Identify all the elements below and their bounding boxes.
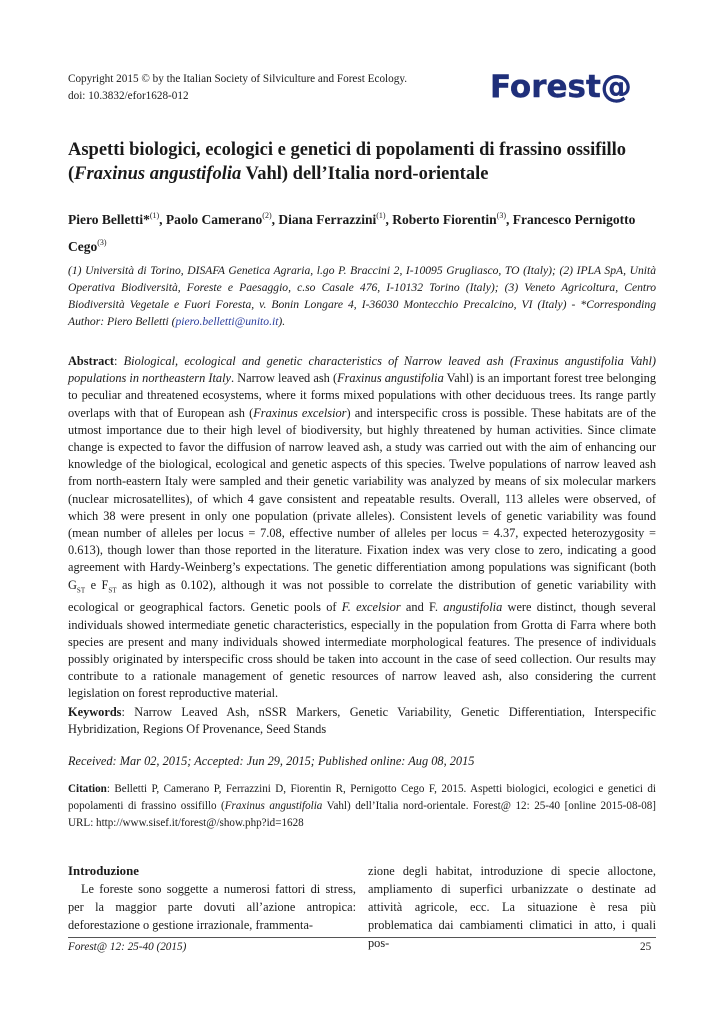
title-line-1: Aspetti biologici, ecologici e genetici di popolamenti di frassino ossifillo: [68, 140, 627, 160]
doi-line: doi: 10.3832/efor1628-012: [68, 90, 189, 102]
author: Paolo Camerano: [165, 212, 263, 227]
author: Diana Ferrazzini: [278, 212, 377, 227]
body-column-left: [68, 862, 356, 934]
article-title: [68, 138, 668, 186]
author: Piero Belletti*: [68, 212, 150, 227]
received-dates: Received: Mar 02, 2015; Accepted: Jun 29, 2015; Published online: Aug 08, 2015: [68, 754, 475, 768]
logo-text: Forest@: [490, 69, 632, 105]
email-link[interactable]: piero.belletti@unito.it: [175, 315, 279, 328]
body-column-right: [368, 862, 656, 952]
author-list: Piero Belletti*$^{(1)}$, Paolo Camerano$^{(2)}$, Diana Ferrazzini$^{(1)}$, Roberto Fiorentin$^{(3)}$, Francesco Pernigotto Cego$^{(3)}$: [68, 211, 636, 254]
title-line-2: (Fraxinus angustifolia Vahl) dell’Italia nord-orientale: [68, 164, 489, 184]
section-heading: Introduzione: [68, 864, 139, 878]
copyright-line: Copyright 2015 © by the Italian Society of Silviculture and Forest Ecology.: [68, 73, 407, 85]
author: Roberto Fiorentin: [392, 212, 497, 227]
keywords-label: Keywords: [68, 705, 122, 719]
affiliations: (1) Università di Torino, DISAFA Genetica Agraria, l.go P. Braccini 2, I-10095 Grugliasco, TO (Italy); (2) IPLA SpA, Unità Operativa Biodiversità, Foreste e Paesaggio, c.so Casale 476, I-10132 Torino (Italy); (3) Veneto Agricoltura, Centro Biodiversità Vegetale e Fuori Foresta, v. Bonin Longare 4, I-36030 Montecchio Precalcino, VI (Italy) - *Corresponding Author: Piero Belletti (piero.belletti@unito.it).: [68, 264, 656, 328]
footer-divider: [68, 937, 656, 938]
citation-label: Citation: [68, 783, 107, 795]
copyright-block: [68, 71, 407, 105]
page-number: 25: [640, 941, 652, 953]
keywords: Keywords: Narrow Leaved Ash, nSSR Markers, Genetic Variability, Genetic Differentiation, Interspecific Hybridization, Regions Of Provenance, Seed Stands: [68, 705, 656, 737]
citation: Citation: Belletti P, Camerano P, Ferrazzini D, Fiorentin R, Pernigotto Cego F, 2015. Aspetti biologici, ecologici e genetici di popolamenti di frassino ossifillo (Fraxinus angustifolia Vahl) dell’Italia nord-orientale. Forest@ 12: 25-40 [online 2015-08-08] URL: http://www.sisef.it/forest@/show.php?id=1628: [68, 783, 657, 829]
abstract: Abstract: Biological, ecological and genetic characteristics of Narrow leaved ash (Fraxinus angustifolia Vahl) populations in northeastern Italy. Narrow leaved ash (Fraxinus angustifolia Vahl) is an important forest tree belonging to peculiar and threatened ecosystems, where it forms mixed populations with other deciduous trees. Its range partly overlaps with that of European ash (Fraxinus excelsior) and interspecific cross is possible. These habitats are of the utmost importance due to their high level of biodiversity, but highly threatened by human activities. Since climate change is expected to favor the diffusion of narrow leaved ash, a study was carried out with the aim of enhancing our knowledge of the biological, ecological and genetic aspects of this species. Twelve populations of narrow leaved ash from north-eastern Italy were sampled and their genetic variability was analyzed by means of six molecular markers (nuclear microsatellites), of which 4 gave consistent and repeatable results. Overall, 113 alleles were observed, of which 38 were present in only one population (private alleles). Consistent levels of genetic variability was found (mean number of alleles per locus = 7.08, effective number of alleles per locus = 4.37, expected heterozygosity = 0.613), though lower than those reported in the literature. Fixation index was very close to zero, indicating a good agreement with Hardy-Weinberg’s expectations. The genetic differentiation among populations was significant (both $G_{ST}$ e $F_{ST}$ as high as 0.102), although it was not possible to correlate the distribution of genetic variability with ecological or geographical factors. Genetic pools of F. excelsior and F. angustifolia were distinct, though several individuals showed intermediate genetic characteristics, especially in the population from Grotta di Farra where both species are present and many individuals showed intermediate morphological features. The presence of individuals possibly originated by interspecific cross should be taken into account in the case of seed collection. Our results may contribute to a rationale management of genetic resources of narrow leaved ash, also considering the current legislation on forest reproductive material.: [68, 354, 657, 701]
abstract-label: Abstract: [68, 354, 114, 368]
abstract-english-title: Biological, ecological and genetic characteristics of Narrow leaved ash (Fraxinus angustifolia Vahl) populations in northeastern Italy: [68, 354, 657, 386]
footer-journal: Forest@ 12: 25-40 (2015): [68, 941, 187, 953]
body-paragraph: Le foreste sono soggette a numerosi fattori di stress, per la maggior parte dovuti all’azione antropica: deforestazione o gestione irrazionale, frammenta-: [68, 882, 356, 932]
body-paragraph: zione degli habitat, introduzione di specie alloctone, ampliamento di superfici urbanizzate o destinate ad attività agricole, ecc. La situazione è resa più problematica dai cambiamenti climatici in atto, i quali pos-: [368, 864, 656, 950]
species-name: Fraxinus angustifolia: [74, 164, 242, 184]
forest-logo: [488, 64, 658, 106]
author: Francesco Pernigotto Cego: [68, 212, 636, 254]
